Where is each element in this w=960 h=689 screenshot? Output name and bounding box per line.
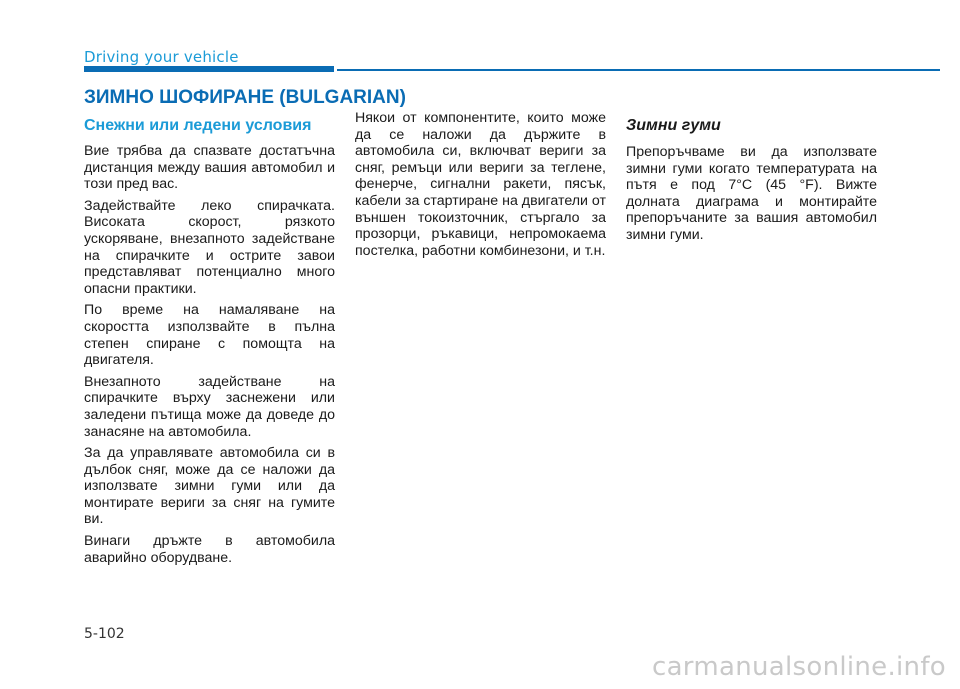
column-1	[84, 116, 335, 571]
watermark: carmanualsonline.info	[651, 652, 946, 682]
paragraph: Вие трябва да спазвате достатъчна дистанция между вашия автомобил и този пред вас.	[84, 143, 335, 193]
snow-ice-heading: Снежни или ледени условия	[84, 117, 312, 134]
paragraph: Внезапното задействане на спирачките върху заснежени или заледени пътища може да доведе до занасяне на автомобила.	[84, 373, 335, 440]
column-3	[626, 116, 877, 249]
paragraph: За да управлявате автомобила си в дълбок сняг, може да се наложи да използвате зимни гуми или да монтирате вериги за сняг на гумите ви.	[84, 445, 335, 528]
paragraph: Препоръчваме ви да използвате зимни гуми когато температурата на пътя е под 7°C (45 °F). Вижте долната диаграма и монтирайте препоръчаните за вашия автомобил зимни гуми.	[626, 144, 877, 243]
paragraph: По време на намаляване на скоростта използвайте в пълна степен спиране с помощта на двигателя.	[84, 302, 335, 369]
page-title: ЗИМНО ШОФИРАНЕ (BULGARIAN)	[84, 87, 406, 108]
header-rule-thin	[337, 69, 940, 71]
header-rule-thick	[84, 66, 334, 72]
paragraph: Задействайте леко спирачката. Високата скорост, рязкото ускоряване, внезапното задействане на спирачките и острите завои представляват потенциално много опасни практики.	[84, 197, 335, 297]
winter-tires-heading: Зимни гуми	[626, 117, 721, 134]
paragraph: Винаги дръжте в автомобила аварийно оборудване.	[84, 533, 335, 566]
header-section-label: Driving your vehicle	[84, 48, 239, 66]
paragraph: Някои от компонентите, които може да се наложи да държите в автомобила си, включват вериги за сняг, ремъци или вериги за теглене, фенерче, сигнални ракети, пясък, кабели за стартиране на двигатели от външен токоизточник, стъргало за прозорци, ръкавици, непромокаема постелка, работни комбинезони, и т.н.	[355, 110, 606, 259]
column-2	[355, 110, 606, 264]
page-number: 5-102	[84, 626, 125, 642]
